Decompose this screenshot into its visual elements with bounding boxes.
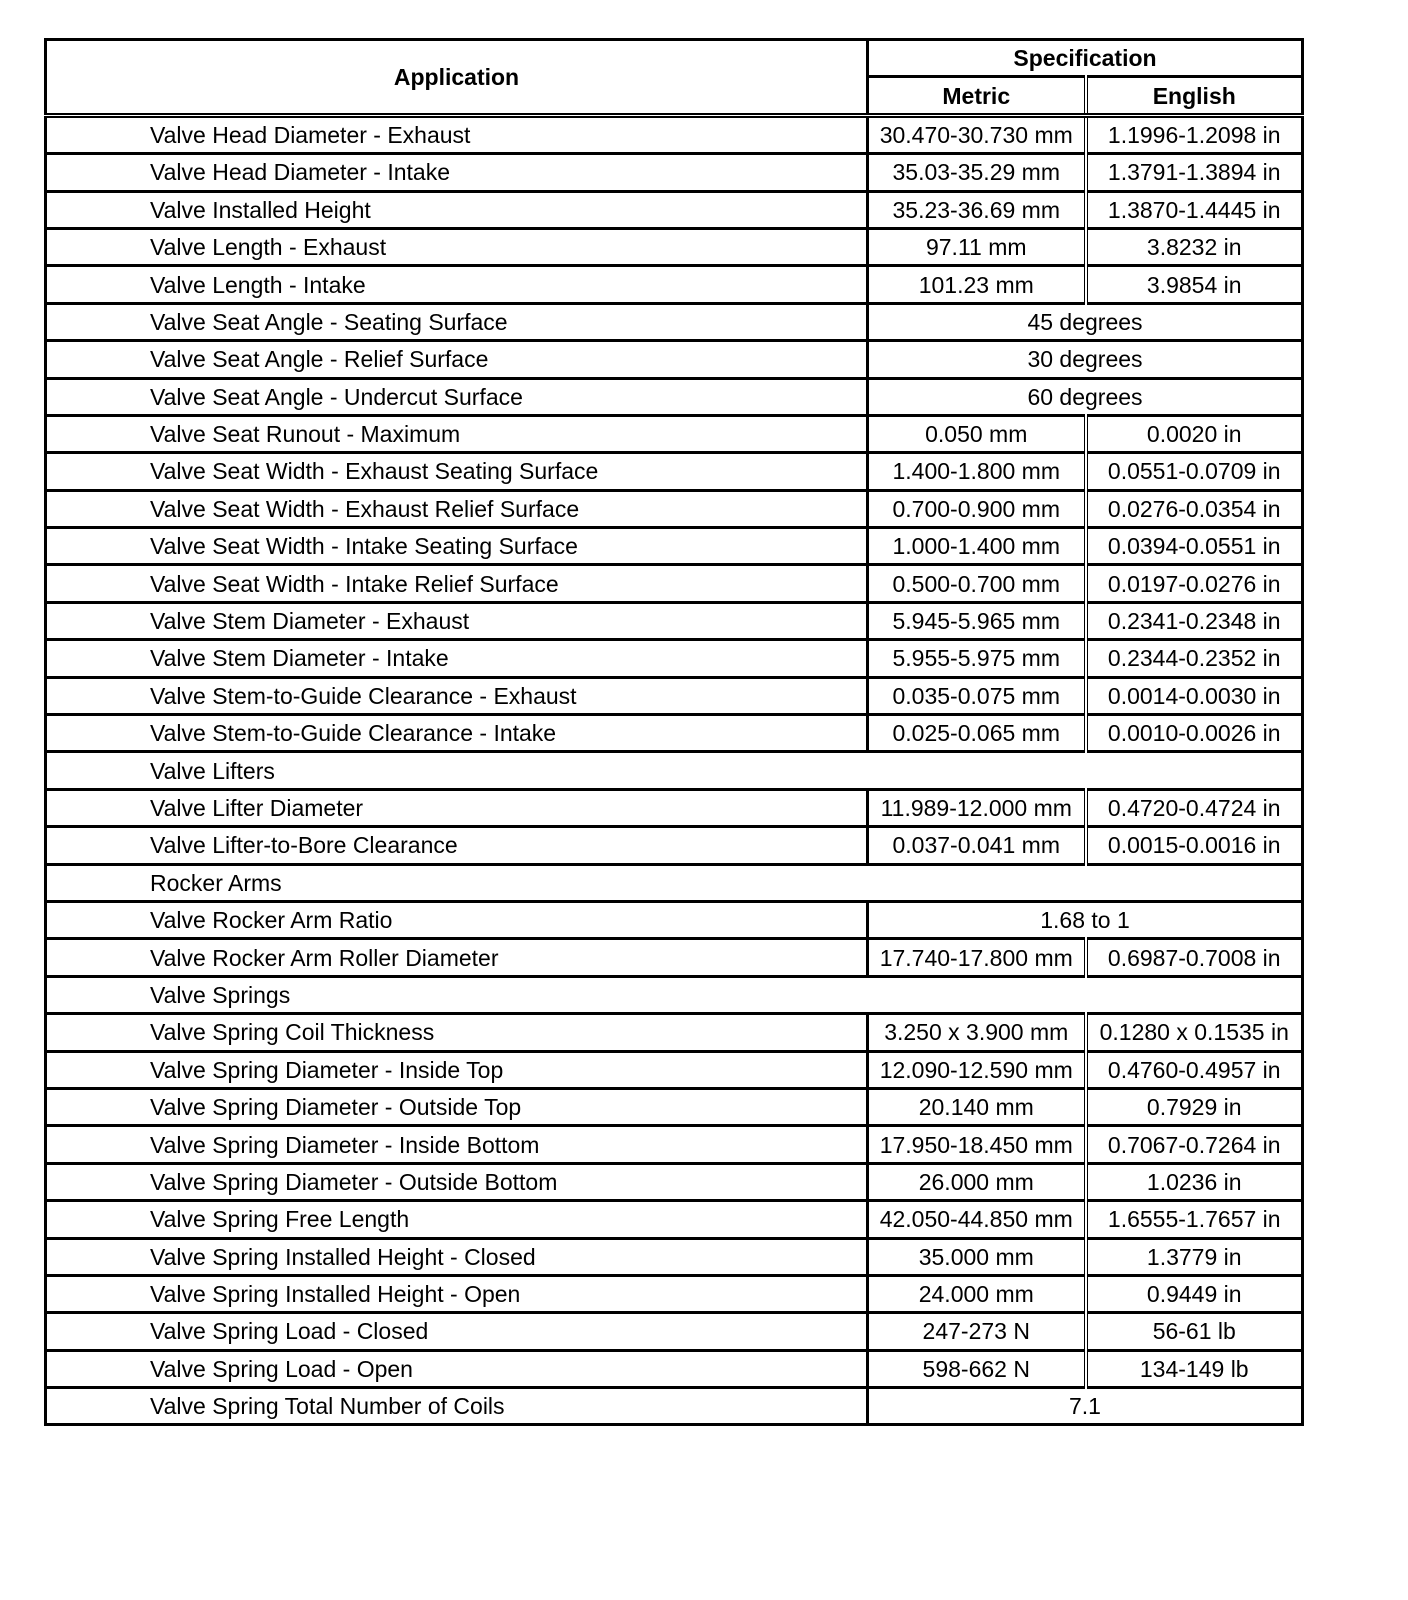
table-row	[46, 341, 1303, 378]
english-value-cell: 0.0020 in	[1086, 415, 1303, 452]
specification-value-cell: 45 degrees	[868, 303, 1303, 340]
table-row	[46, 1163, 1303, 1200]
english-value-cell: 134-149 lb	[1086, 1350, 1303, 1387]
application-cell: Valve Length - Intake	[46, 266, 868, 303]
metric-value-cell: 20.140 mm	[868, 1088, 1086, 1125]
metric-value-cell: 5.945-5.965 mm	[868, 602, 1086, 639]
english-value-cell: 0.0551-0.0709 in	[1086, 453, 1303, 490]
application-cell: Valve Rocker Arm Ratio	[46, 901, 868, 938]
english-value-cell: 1.1996-1.2098 in	[1086, 115, 1303, 153]
metric-column-header: Metric	[868, 77, 1086, 115]
english-value-cell: 56-61 lb	[1086, 1313, 1303, 1350]
metric-value-cell: 5.955-5.975 mm	[868, 640, 1086, 677]
specification-value-cell: 60 degrees	[868, 378, 1303, 415]
application-cell: Valve Spring Installed Height - Open	[46, 1275, 868, 1312]
table-row	[46, 640, 1303, 677]
application-cell: Valve Seat Width - Exhaust Relief Surface	[46, 490, 868, 527]
english-value-cell: 0.0015-0.0016 in	[1086, 827, 1303, 864]
table-row	[46, 266, 1303, 303]
section-header-row	[46, 752, 1303, 789]
application-cell: Valve Seat Angle - Relief Surface	[46, 341, 868, 378]
english-value-cell: 0.2344-0.2352 in	[1086, 640, 1303, 677]
table-row	[46, 1201, 1303, 1238]
specification-value-cell: 30 degrees	[868, 341, 1303, 378]
english-value-cell: 1.3791-1.3894 in	[1086, 154, 1303, 191]
metric-value-cell: 0.500-0.700 mm	[868, 565, 1086, 602]
section-label: Valve Lifters	[46, 752, 1303, 789]
metric-value-cell: 35.23-36.69 mm	[868, 191, 1086, 228]
application-cell: Valve Stem-to-Guide Clearance - Intake	[46, 715, 868, 752]
application-cell: Valve Stem-to-Guide Clearance - Exhaust	[46, 677, 868, 714]
english-value-cell: 0.7067-0.7264 in	[1086, 1126, 1303, 1163]
metric-value-cell: 0.025-0.065 mm	[868, 715, 1086, 752]
metric-value-cell: 1.000-1.400 mm	[868, 528, 1086, 565]
metric-value-cell: 12.090-12.590 mm	[868, 1051, 1086, 1088]
metric-value-cell: 0.700-0.900 mm	[868, 490, 1086, 527]
application-column-header: Application	[46, 40, 868, 116]
english-value-cell: 0.0197-0.0276 in	[1086, 565, 1303, 602]
metric-value-cell: 17.740-17.800 mm	[868, 939, 1086, 976]
metric-value-cell: 0.035-0.075 mm	[868, 677, 1086, 714]
table-row	[46, 602, 1303, 639]
table-row	[46, 677, 1303, 714]
english-column-header: English	[1086, 77, 1303, 115]
application-cell: Valve Length - Exhaust	[46, 228, 868, 265]
metric-value-cell: 35.03-35.29 mm	[868, 154, 1086, 191]
metric-value-cell: 42.050-44.850 mm	[868, 1201, 1086, 1238]
application-cell: Valve Rocker Arm Roller Diameter	[46, 939, 868, 976]
table-row	[46, 453, 1303, 490]
table-row	[46, 715, 1303, 752]
table-header	[46, 40, 1303, 116]
metric-value-cell: 1.400-1.800 mm	[868, 453, 1086, 490]
application-cell: Valve Stem Diameter - Exhaust	[46, 602, 868, 639]
application-cell: Valve Installed Height	[46, 191, 868, 228]
table-row	[46, 939, 1303, 976]
table-row	[46, 115, 1303, 153]
metric-value-cell: 26.000 mm	[868, 1163, 1086, 1200]
metric-value-cell: 30.470-30.730 mm	[868, 115, 1086, 153]
english-value-cell: 0.9449 in	[1086, 1275, 1303, 1312]
specification-column-header: Specification	[868, 40, 1303, 77]
english-value-cell: 1.3870-1.4445 in	[1086, 191, 1303, 228]
application-cell: Valve Seat Width - Intake Seating Surface	[46, 528, 868, 565]
metric-value-cell: 598-662 N	[868, 1350, 1086, 1387]
application-cell: Valve Spring Total Number of Coils	[46, 1388, 868, 1425]
table-row	[46, 490, 1303, 527]
table-row	[46, 1350, 1303, 1387]
english-value-cell: 0.7929 in	[1086, 1088, 1303, 1125]
english-value-cell: 0.0394-0.0551 in	[1086, 528, 1303, 565]
specification-table	[44, 38, 1304, 1426]
english-value-cell: 3.8232 in	[1086, 228, 1303, 265]
application-cell: Valve Lifter Diameter	[46, 789, 868, 826]
table-row	[46, 1388, 1303, 1425]
table-row	[46, 565, 1303, 602]
application-cell: Valve Spring Free Length	[46, 1201, 868, 1238]
table-row	[46, 827, 1303, 864]
application-cell: Valve Spring Diameter - Outside Bottom	[46, 1163, 868, 1200]
specification-value-cell: 7.1	[868, 1388, 1303, 1425]
table-row	[46, 415, 1303, 452]
application-cell: Valve Head Diameter - Exhaust	[46, 115, 868, 153]
table-row	[46, 901, 1303, 938]
english-value-cell: 0.0276-0.0354 in	[1086, 490, 1303, 527]
metric-value-cell: 101.23 mm	[868, 266, 1086, 303]
metric-value-cell: 17.950-18.450 mm	[868, 1126, 1086, 1163]
application-cell: Valve Spring Diameter - Inside Top	[46, 1051, 868, 1088]
application-cell: Valve Seat Runout - Maximum	[46, 415, 868, 452]
table-row	[46, 154, 1303, 191]
metric-value-cell: 0.037-0.041 mm	[868, 827, 1086, 864]
table-row	[46, 1275, 1303, 1312]
english-value-cell: 0.0014-0.0030 in	[1086, 677, 1303, 714]
application-cell: Valve Lifter-to-Bore Clearance	[46, 827, 868, 864]
table-row	[46, 1126, 1303, 1163]
application-cell: Valve Spring Diameter - Inside Bottom	[46, 1126, 868, 1163]
table-row	[46, 303, 1303, 340]
application-cell: Valve Spring Diameter - Outside Top	[46, 1088, 868, 1125]
table-row	[46, 1088, 1303, 1125]
application-cell: Valve Seat Width - Intake Relief Surface	[46, 565, 868, 602]
metric-value-cell: 97.11 mm	[868, 228, 1086, 265]
table-row	[46, 378, 1303, 415]
english-value-cell: 0.2341-0.2348 in	[1086, 602, 1303, 639]
english-value-cell: 1.3779 in	[1086, 1238, 1303, 1275]
application-cell: Valve Spring Installed Height - Closed	[46, 1238, 868, 1275]
application-cell: Valve Seat Width - Exhaust Seating Surface	[46, 453, 868, 490]
english-value-cell: 1.6555-1.7657 in	[1086, 1201, 1303, 1238]
application-cell: Valve Spring Load - Open	[46, 1350, 868, 1387]
application-cell: Valve Seat Angle - Seating Surface	[46, 303, 868, 340]
application-cell: Valve Seat Angle - Undercut Surface	[46, 378, 868, 415]
table-row	[46, 1313, 1303, 1350]
section-header-row	[46, 864, 1303, 901]
table-row	[46, 528, 1303, 565]
section-label: Rocker Arms	[46, 864, 1303, 901]
application-cell: Valve Spring Load - Closed	[46, 1313, 868, 1350]
metric-value-cell: 35.000 mm	[868, 1238, 1086, 1275]
table-row	[46, 789, 1303, 826]
english-value-cell: 0.0010-0.0026 in	[1086, 715, 1303, 752]
specification-value-cell: 1.68 to 1	[868, 901, 1303, 938]
metric-value-cell: 0.050 mm	[868, 415, 1086, 452]
application-cell: Valve Stem Diameter - Intake	[46, 640, 868, 677]
table-row	[46, 1014, 1303, 1051]
table-row	[46, 228, 1303, 265]
table-row	[46, 1238, 1303, 1275]
application-cell: Valve Head Diameter - Intake	[46, 154, 868, 191]
metric-value-cell: 247-273 N	[868, 1313, 1086, 1350]
table-body	[46, 115, 1303, 1425]
english-value-cell: 1.0236 in	[1086, 1163, 1303, 1200]
application-cell: Valve Spring Coil Thickness	[46, 1014, 868, 1051]
table-row	[46, 1051, 1303, 1088]
section-header-row	[46, 976, 1303, 1013]
table-row	[46, 191, 1303, 228]
english-value-cell: 3.9854 in	[1086, 266, 1303, 303]
english-value-cell: 0.4760-0.4957 in	[1086, 1051, 1303, 1088]
metric-value-cell: 11.989-12.000 mm	[868, 789, 1086, 826]
metric-value-cell: 24.000 mm	[868, 1275, 1086, 1312]
english-value-cell: 0.1280 x 0.1535 in	[1086, 1014, 1303, 1051]
english-value-cell: 0.6987-0.7008 in	[1086, 939, 1303, 976]
section-label: Valve Springs	[46, 976, 1303, 1013]
english-value-cell: 0.4720-0.4724 in	[1086, 789, 1303, 826]
metric-value-cell: 3.250 x 3.900 mm	[868, 1014, 1086, 1051]
